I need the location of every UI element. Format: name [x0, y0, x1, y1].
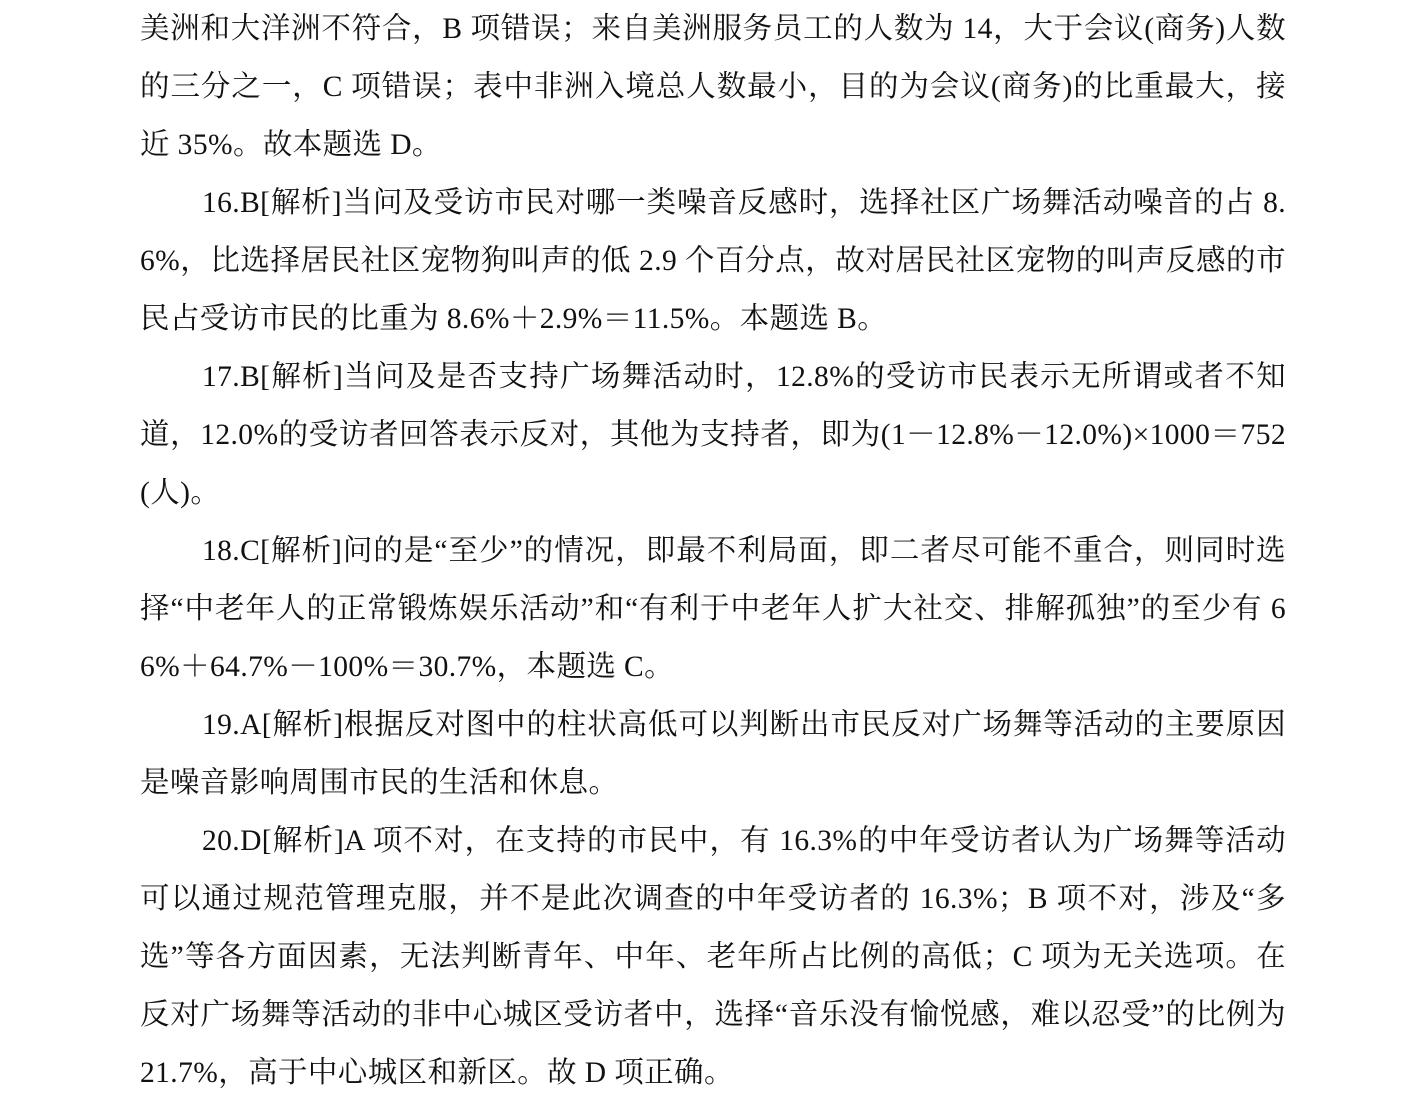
paragraph-question-20: 20.D[解析]A 项不对，在支持的市民中，有 16.3%的中年受访者认为广场舞等活动可以通过规范管理克服，并不是此次调查的中年受访者的 16.3%；B 项不对，涉及“多选”等各方面因素，无法判断青年、中年、老年所占比例的高低；C 项为无关选项。在反对广场舞等活动的非中心城区受访者中，选择“音乐没有愉悦感，难以忍受”的比例为 21.7%，高于中心城区和新区。故 D 项正确。 — [140, 825, 1286, 1089]
paragraph-question-18: 18.C[解析]问的是“至少”的情况，即最不利局面，即二者尽可能不重合，则同时选择“中老年人的正常锻炼娱乐活动”和“有利于中老年人扩大社交、排解孤独”的至少有 66%＋64.7%－100%＝30.7%，本题选 C。 — [140, 535, 1286, 683]
paragraph-question-17: 17.B[解析]当问及是否支持广场舞活动时，12.8%的受访市民表示无所谓或者不知道，12.0%的受访者回答表示反对，其他为支持者，即为(1－12.8%－12.0%)×1000＝752(人)。 — [140, 361, 1286, 509]
paragraph-continued: 美洲和大洋洲不符合，B 项错误；来自美洲服务员工的人数为 14，大于会议(商务)人数的三分之一，C 项错误；表中非洲入境总人数最小，目的为会议(商务)的比重最大，接近 35%。故本题选 D。 — [140, 13, 1286, 161]
paragraph-question-19: 19.A[解析]根据反对图中的柱状高低可以判断出市民反对广场舞等活动的主要原因是噪音影响周围市民的生活和休息。 — [140, 709, 1286, 799]
paragraph-question-16: 16.B[解析]当问及受访市民对哪一类噪音反感时，选择社区广场舞活动噪音的占 8.6%，比选择居民社区宠物狗叫声的低 2.9 个百分点，故对居民社区宠物的叫声反感的市民占受访市民的比重为 8.6%＋2.9%＝11.5%。本题选 B。 — [140, 187, 1286, 335]
